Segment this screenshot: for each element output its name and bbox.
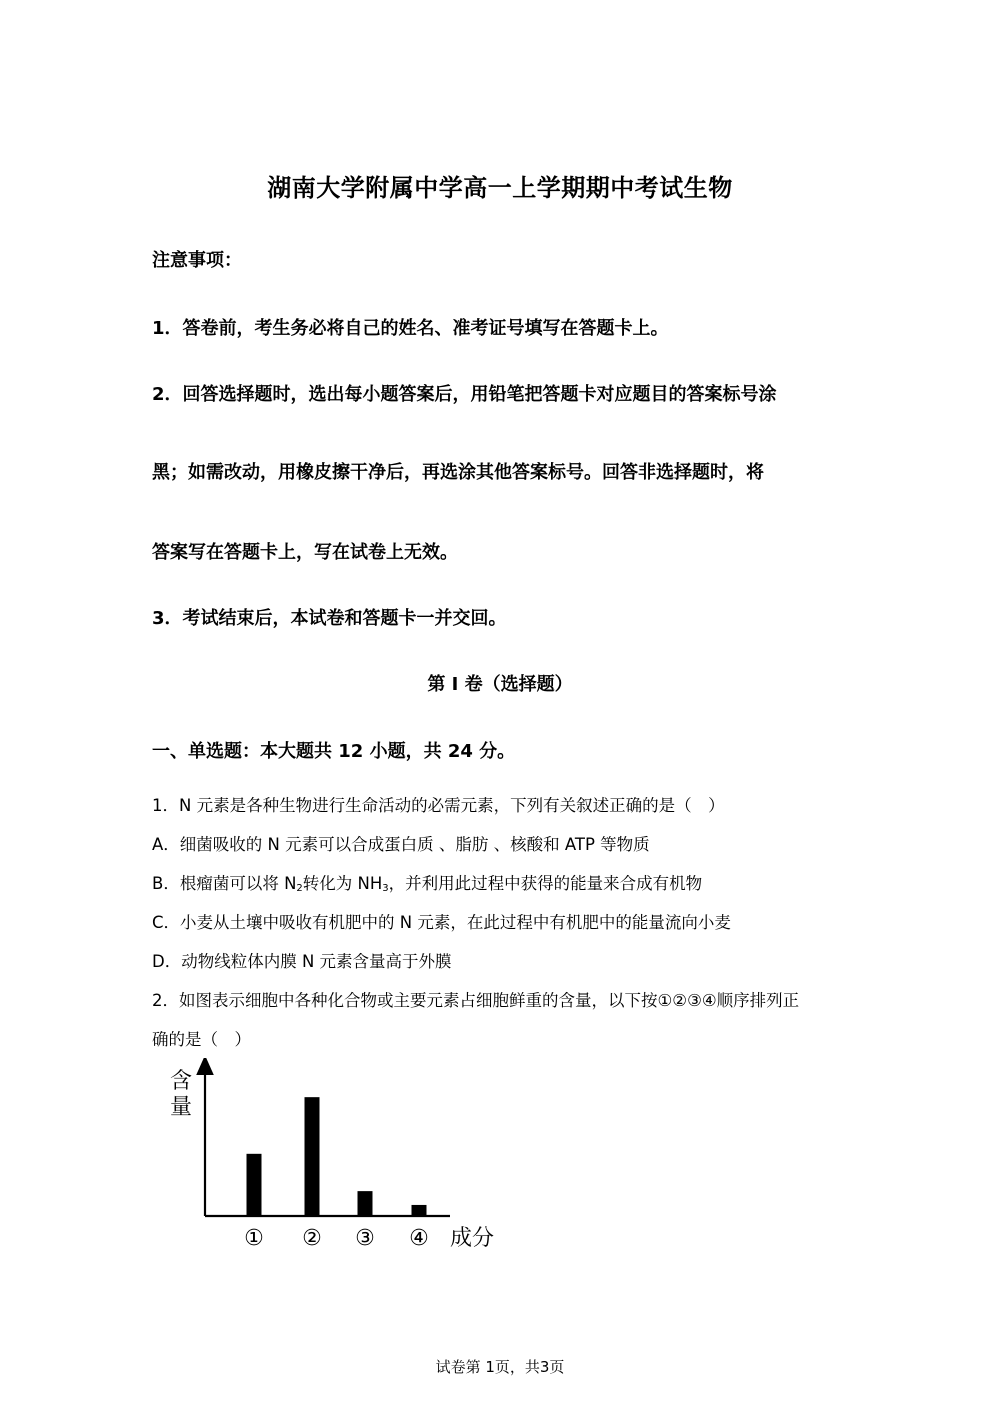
bar — [358, 1191, 373, 1216]
bar — [247, 1154, 262, 1216]
bar — [412, 1205, 427, 1216]
notice-item: 答案写在答题卡上，写在试卷上无效。 — [152, 542, 458, 563]
notice-item: 2．回答选择题时，选出每小题答案后，用铅笔把答题卡对应题目的答案标号涂 — [152, 384, 777, 405]
y-axis-label-char: 含量 — [170, 1069, 193, 1120]
notice-item: 1．答卷前，考生务必将自己的姓名、准考证号填写在答题卡上。 — [152, 318, 669, 339]
option-b-text: B．根瘤菌可以将 N — [152, 874, 297, 893]
option-b-text: ，并利用此过程中获得的能量来合成有机物 — [388, 874, 703, 893]
page-title: 湖南大学附属中学高一上学期期中考试生物 — [267, 174, 733, 202]
subscript: 3 — [382, 883, 389, 894]
volume-heading: 第 I 卷（选择题） — [427, 674, 573, 695]
category-label: ① — [244, 1226, 264, 1251]
notice-item: 黑；如需改动，用橡皮擦干净后，再选涂其他答案标号。回答非选择题时，将 — [152, 462, 764, 483]
category-label: ③ — [355, 1226, 375, 1251]
question-1-option-c: C．小麦从土壤中吸收有机肥中的 N 元素，在此过程中有机肥中的能量流向小麦 — [152, 913, 731, 932]
subscript: 2 — [296, 883, 303, 894]
bar-chart — [160, 1058, 520, 1258]
notice-item: 3．考试结束后，本试卷和答题卡一并交回。 — [152, 608, 507, 629]
page-footer: 试卷第 1页，共3页 — [435, 1358, 565, 1376]
question-2-stem-line1: 2．如图表示细胞中各种化合物或主要元素占细胞鲜重的含量，以下按①②③④顺序排列正 — [152, 991, 800, 1010]
category-label: ② — [302, 1226, 322, 1251]
part-heading: 一、单选题：本大题共 12 小题，共 24 分。 — [152, 741, 516, 762]
notice-heading: 注意事项： — [152, 250, 242, 271]
question-1-option-d: D．动物线粒体内膜 N 元素含量高于外膜 — [152, 952, 452, 971]
question-2-stem-line2: 确的是（ ） — [152, 1030, 251, 1049]
bar — [305, 1097, 320, 1216]
x-axis-label: 成分 — [450, 1226, 495, 1251]
question-1-option-b — [152, 870, 702, 894]
question-1-stem: 1．N 元素是各种生物进行生命活动的必需元素，下列有关叙述正确的是（ ） — [152, 796, 725, 815]
category-label: ④ — [409, 1226, 429, 1251]
question-1-option-a: A．细菌吸收的 N 元素可以合成蛋白质 、脂肪 、核酸和 ATP 等物质 — [152, 835, 650, 854]
option-b-text: 转化为 NH — [302, 874, 383, 893]
